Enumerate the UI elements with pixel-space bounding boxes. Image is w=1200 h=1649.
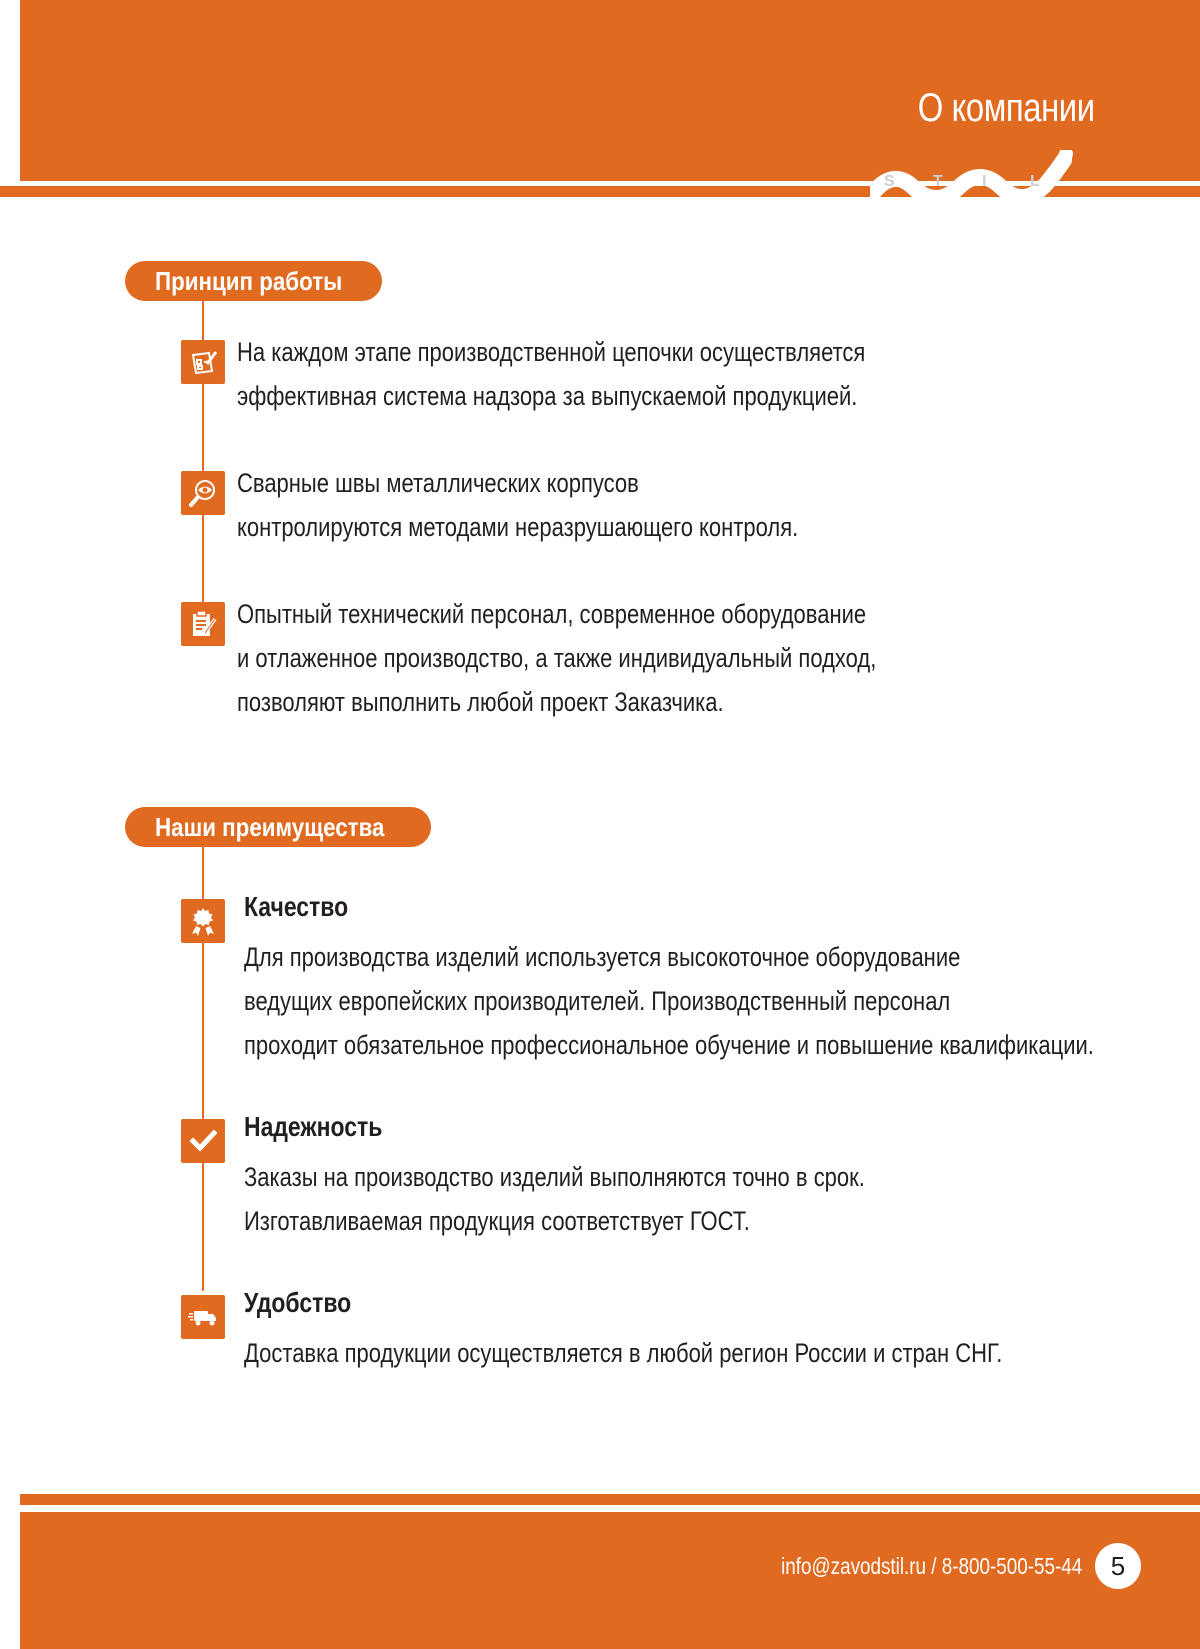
footer-band bbox=[20, 1512, 1200, 1649]
footer-contact[interactable]: info@zavodstil.ru / 8-800-500-55-44 bbox=[780, 1553, 1082, 1579]
document-edit-icon bbox=[181, 340, 225, 384]
checkmark-icon bbox=[181, 1119, 225, 1163]
footer-stripe bbox=[20, 1494, 1200, 1505]
page-title: О компании bbox=[918, 86, 1095, 130]
stil-logo bbox=[870, 150, 1100, 210]
clipboard-pen-icon bbox=[181, 602, 225, 646]
section-heading-advantages: Наши преимущества bbox=[125, 807, 431, 847]
logo-letter-i: I bbox=[982, 173, 987, 190]
advantage-text-reliability: Заказы на производство изделий выполняются точно в срок. Изготавливаемая продукция соответствует ГОСТ. bbox=[244, 1162, 865, 1236]
principle-item-1: На каждом этапе производственной цепочки осуществляется эффективная система надзора за выпускаемой продукцией. bbox=[237, 337, 866, 411]
advantage-title-convenience: Удобство bbox=[244, 1287, 352, 1318]
advantage-text-convenience: Доставка продукции осуществляется в любой регион России и стран СНГ. bbox=[244, 1338, 1003, 1368]
principle-item-2: Сварные швы металлических корпусов контролируются методами неразрушающего контроля. bbox=[237, 468, 799, 542]
principle-item-3: Опытный технический персонал, современное оборудование и отлаженное производство, а также индивидуальный подход, позволяют выполнить любой проект Заказчика. bbox=[237, 599, 877, 717]
advantage-title-reliability: Надежность bbox=[244, 1111, 383, 1142]
advantage-title-quality: Качество bbox=[244, 891, 349, 922]
advantage-text-quality: Для производства изделий используется высокоточное оборудование ведущих европейских производителей. Производственный персонал проходит обязательное профессиональное обучение и повышение квалификации. bbox=[244, 942, 1094, 1060]
award-badge-icon bbox=[181, 899, 225, 943]
logo-letter-t: T bbox=[933, 173, 943, 190]
page-number: 5 bbox=[1095, 1543, 1141, 1589]
section-heading-principle: Принцип работы bbox=[125, 261, 382, 301]
logo-letter-l: L bbox=[1030, 173, 1040, 190]
logo-letter-s: S bbox=[884, 173, 895, 190]
magnifier-eye-icon bbox=[181, 471, 225, 515]
delivery-truck-icon bbox=[181, 1295, 225, 1339]
